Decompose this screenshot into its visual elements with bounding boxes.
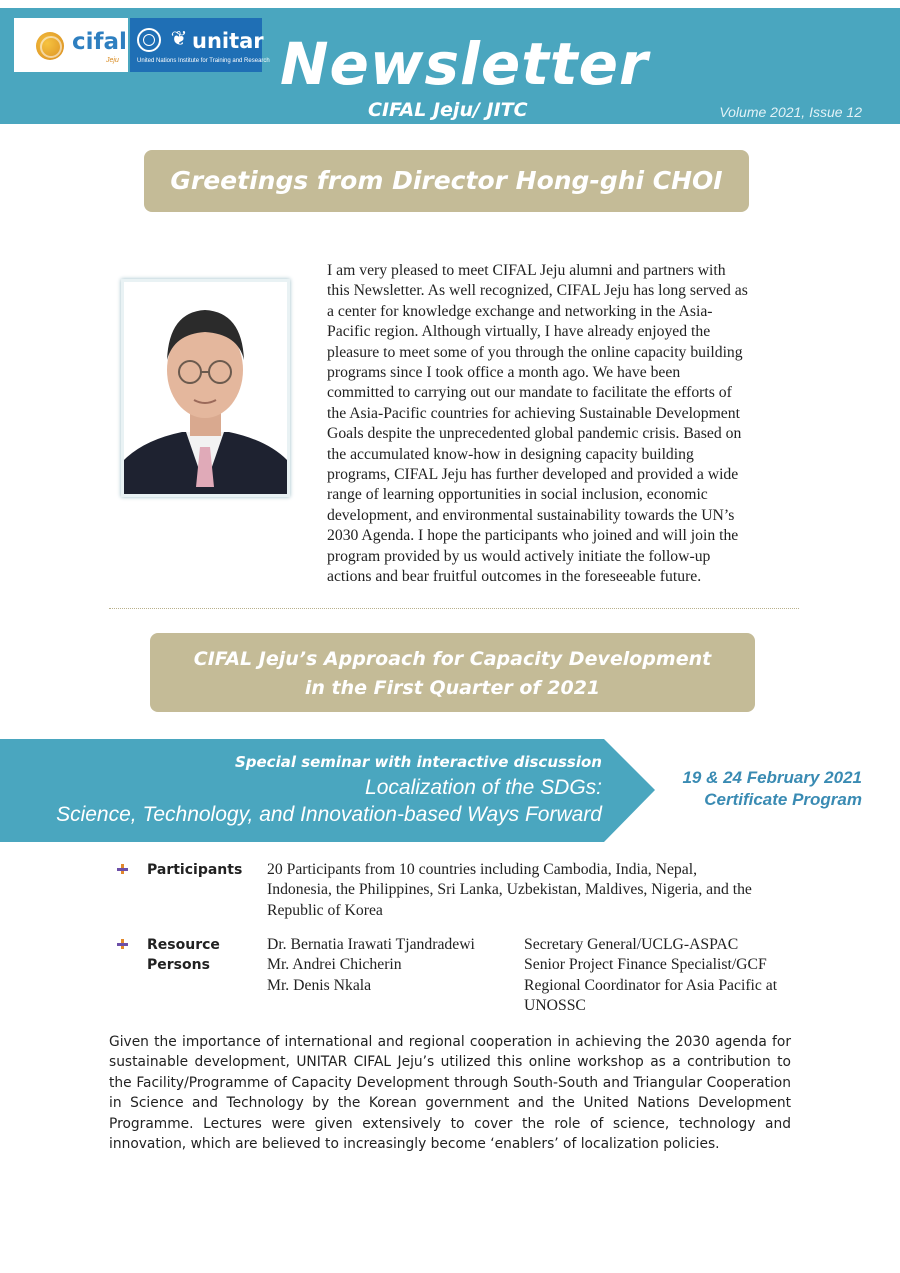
- greeting-line: programs since I took office a month ago. We have been: [327, 364, 681, 382]
- portrait-illustration: [124, 282, 287, 494]
- greeting-body: [327, 261, 802, 588]
- participants-text: [267, 860, 827, 921]
- resource-name: Mr. Andrei Chicherin: [267, 956, 402, 974]
- unitar-logo: [130, 18, 270, 72]
- director-photo: [121, 279, 290, 497]
- newsletter-title: Newsletter: [280, 30, 649, 98]
- globe-icon: [36, 32, 64, 60]
- greeting-line: range of learning opportunities in social inclusion, economic: [327, 486, 708, 504]
- seminar-date: 19 & 24 February 2021: [682, 768, 862, 787]
- greeting-line: 2030 Agenda. I hope the participants who joined and will join the: [327, 527, 739, 545]
- seminar-title-line2: Science, Technology, and Innovation-based Ways Forward: [56, 803, 602, 826]
- greeting-line: this Newsletter. As well recognized, CIFAL Jeju has long served as: [327, 282, 748, 300]
- greeting-heading: Greetings from Director Hong-ghi CHOI: [144, 150, 749, 212]
- seminar-kicker: Special seminar with interactive discussion: [234, 753, 602, 771]
- participants-label: Participants: [147, 862, 243, 878]
- seminar-title-line1: Localization of the SDGs:: [365, 776, 602, 799]
- approach-heading-line1: CIFAL Jeju’s Approach for Capacity Development: [193, 648, 712, 670]
- section-divider: [109, 608, 799, 609]
- greeting-line: development, and environmental sustainability towards the UN’s: [327, 506, 735, 524]
- resource-name: Dr. Bernatia Irawati Tjandradewi: [267, 936, 475, 953]
- seminar-program-type: Certificate Program: [704, 790, 862, 809]
- resource-role: Regional Coordinator for Asia Pacific at: [524, 976, 778, 994]
- greeting-line: program provided by us would actively initiate the follow-up: [327, 547, 711, 565]
- unitar-logo-text: unitar: [192, 29, 264, 53]
- resource-roles: [524, 935, 824, 1017]
- greeting-line: actions and bear fruitful outcomes in the foreseeable future.: [327, 568, 702, 586]
- greeting-line: the accumulated know-how in designing capacity building: [327, 445, 694, 463]
- un-emblem-icon: [137, 28, 161, 52]
- bullet-icon: [117, 939, 127, 949]
- greeting-line: a center for knowledge exchange and networking in the Asia-: [327, 302, 713, 320]
- cifal-logo-text: cifal: [72, 29, 127, 55]
- resource-persons-label: [147, 935, 220, 975]
- resource-names: [267, 935, 517, 996]
- approach-heading-line2: in the First Quarter of 2021: [304, 677, 601, 699]
- resource-label-line2: Persons: [147, 957, 210, 973]
- cifal-logo-subtext: Jeju: [106, 57, 119, 64]
- unitar-logo-subtext: United Nations Institute for Training and Research: [137, 58, 270, 64]
- resource-name: Mr. Denis Nkala: [267, 976, 372, 994]
- approach-heading: [150, 633, 755, 712]
- greeting-line: the Asia-Pacific countries for achieving Sustainable Development: [327, 404, 740, 422]
- greeting-line: Pacific region. Although virtually, I have already enjoyed the: [327, 323, 711, 341]
- resource-role: UNOSSC: [524, 997, 586, 1015]
- closing-paragraph: Given the importance of international and regional cooperation in achieving the 2030 agenda for sustainable development, UNITAR CIFAL Jeju’s utilized this online workshop as a contribution to the Facility/Programme of Capacity Development through South-South and Triangular Cooperation in Science and Technology by the Korean government and the United Nations Development Programme. Lectures were given extensively to cover the role of science, technology and innovation, which are believed to increasingly become ‘enablers’ of localization policies.: [109, 1034, 791, 1153]
- newsletter-subtitle: CIFAL Jeju/ JITC: [368, 99, 528, 121]
- resource-role: Senior Project Finance Specialist/GCF: [524, 956, 767, 974]
- resource-label-line1: Resource: [147, 937, 220, 953]
- dove-icon: ❦: [170, 28, 188, 50]
- greeting-line: committed to carrying out our mandate to facilitate the efforts of: [327, 384, 732, 402]
- volume-issue: Volume 2021, Issue 12: [719, 104, 862, 120]
- bullet-icon: [117, 864, 127, 874]
- participants-line: Republic of Korea: [267, 901, 383, 919]
- greeting-line: pleasure to meet some of you through the online capacity building: [327, 343, 743, 361]
- resource-role: Secretary General/UCLG-ASPAC: [524, 936, 739, 953]
- greeting-line: I am very pleased to meet CIFAL Jeju alumni and partners with: [327, 262, 726, 279]
- greeting-line: programs, CIFAL Jeju has further developed and provided a wide: [327, 466, 739, 484]
- greeting-line: Goals despite the unprecedented global pandemic crisis. Based on: [327, 425, 742, 443]
- cifal-logo: [14, 18, 128, 72]
- participants-line: 20 Participants from 10 countries including Cambodia, India, Nepal,: [267, 861, 698, 878]
- participants-line: Indonesia, the Philippines, Sri Lanka, Uzbekistan, Maldives, Nigeria, and the: [267, 881, 752, 899]
